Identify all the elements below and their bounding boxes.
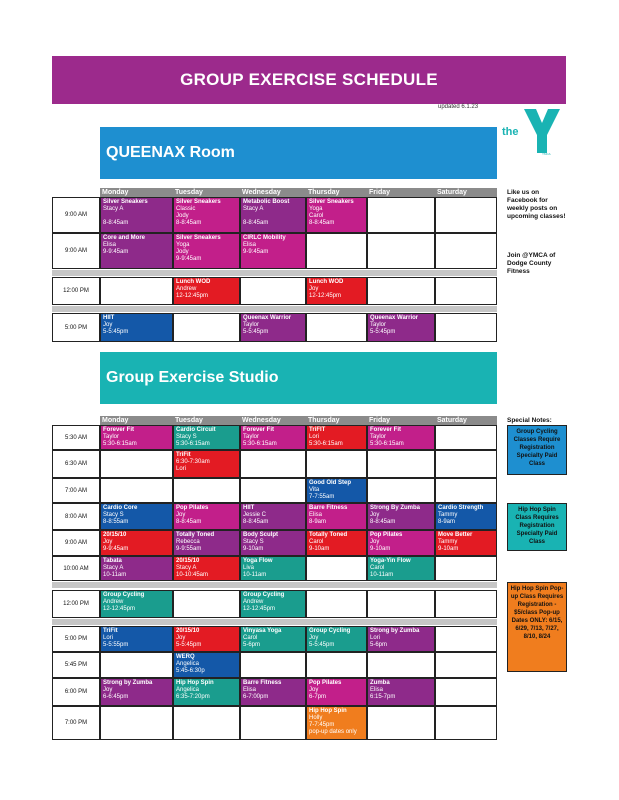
q-empty-cell — [173, 313, 240, 342]
class-block: Hip Hop Spin Holly 7-7:45pm pop-up dates only — [306, 706, 367, 740]
s-empty-cell — [435, 590, 497, 618]
row-separator — [52, 306, 497, 312]
class-block: Queenax Warrior Taylor 5-5:45pm — [240, 313, 306, 342]
s-time-row: 7:00 PM — [52, 706, 100, 740]
class-block: Barre Fitness Elisa 6-7:00pm — [240, 678, 306, 706]
row-separator — [52, 619, 497, 625]
s-empty-cell — [435, 450, 497, 478]
s-day-wed: Wednesday — [240, 416, 306, 425]
s-empty-cell — [435, 425, 497, 450]
studio-room-title: Group Exercise Studio — [100, 352, 497, 404]
class-block: Pop Pilates Joy 9-10am — [367, 530, 435, 556]
s-time-row: 5:45 PM — [52, 652, 100, 678]
s-day-tue: Tuesday — [173, 416, 240, 425]
q-empty-cell — [367, 233, 435, 269]
class-block: Tabata Stacy A 10-11am — [100, 556, 173, 581]
class-block: Strong by Zumba Lori 5-6pm — [367, 626, 435, 652]
note-hip-hop-spin: Hip Hop Spin Class Requires Registration Specialty Paid Class — [507, 503, 567, 551]
s-empty-cell — [435, 652, 497, 678]
q-time-row: 12:00 PM — [52, 277, 100, 305]
join-note: Join @YMCA of Dodge County Fitness — [507, 252, 556, 275]
class-block: 20/15/10 Joy 5-5:45pm — [173, 626, 240, 652]
q-time-row: 9:00 AM — [52, 197, 100, 233]
class-block: Good Old Step Vita 7-7:55am — [306, 478, 367, 503]
s-day-fri: Friday — [367, 416, 435, 425]
q-empty-cell — [306, 233, 367, 269]
s-empty-cell — [306, 590, 367, 618]
class-block: Forever Fit Taylor 5:30-6:15am — [100, 425, 173, 450]
class-block: Silver Sneakers Classic Jody 8-8:45am — [173, 197, 240, 233]
s-empty-cell — [306, 652, 367, 678]
s-day-thu: Thursday — [306, 416, 367, 425]
s-time-row: 5:30 AM — [52, 425, 100, 450]
q-empty-cell — [435, 313, 497, 342]
class-block: Lunch WOD Joy 12-12:45pm — [306, 277, 367, 305]
q-time-row: 5:00 PM — [52, 313, 100, 342]
class-block: Lunch WOD Andrew 12-12:45pm — [173, 277, 240, 305]
s-empty-cell — [240, 450, 306, 478]
row-separator — [52, 270, 497, 276]
class-block: Cardio Strength Tammy 8-9am — [435, 503, 497, 530]
q-empty-cell — [240, 277, 306, 305]
class-block: Group Cycling Andrew 12-12:45pm — [240, 590, 306, 618]
s-empty-cell — [100, 652, 173, 678]
class-block: Metabolic Boost Stacy A 8-8:45am — [240, 197, 306, 233]
s-time-row: 5:00 PM — [52, 626, 100, 652]
q-day-thu: Thursday — [306, 188, 367, 197]
class-block: Barre Fitness Elisa 8-9am — [306, 503, 367, 530]
facebook-note: Like us on Facebook for weekly posts on upcoming classes! — [507, 189, 566, 220]
q-day-wed: Wednesday — [240, 188, 306, 197]
q-empty-cell — [367, 197, 435, 233]
class-block: Silver Sneakers Yoga Carol 8-8:45am — [306, 197, 367, 233]
s-time-row: 8:00 AM — [52, 503, 100, 530]
class-block: Strong by Zumba Joy 6-6:45pm — [100, 678, 173, 706]
s-empty-cell — [435, 556, 497, 581]
q-time-row: 9:00 AM — [52, 233, 100, 269]
note-hip-hop-popup: Hip Hop Spin Pop-up Class Requires Registration - $5/class Pop-up Dates ONLY: 6/15, 6/29, 7/13, 7/27, 8/10, 8/24 — [507, 582, 567, 672]
updated-date: updated 6.1.23 — [438, 104, 479, 110]
q-day-tue: Tuesday — [173, 188, 240, 197]
s-empty-cell — [306, 556, 367, 581]
s-day-sat: Saturday — [435, 416, 497, 425]
q-empty-cell — [367, 277, 435, 305]
class-block: TriFIT Lori 5:30-6:15am — [306, 425, 367, 450]
class-block: HIIT Jessie C 8-8:45am — [240, 503, 306, 530]
class-block: TriFit Lori 5-5:55pm — [100, 626, 173, 652]
q-empty-cell — [435, 197, 497, 233]
s-time-row: 12:00 PM — [52, 590, 100, 618]
class-block: Pop Pilates Joy 6-7pm — [306, 678, 367, 706]
class-block: Queenax Warrior Taylor 5-5:45pm — [367, 313, 435, 342]
q-day-sat: Saturday — [435, 188, 497, 197]
class-block: Body Sculpt Stacy S 9-10am — [240, 530, 306, 556]
s-empty-cell — [367, 478, 435, 503]
s-empty-cell — [435, 706, 497, 740]
q-day-fri: Friday — [367, 188, 435, 197]
q-empty-cell — [306, 313, 367, 342]
row-separator — [52, 582, 497, 588]
s-empty-cell — [435, 626, 497, 652]
s-empty-cell — [100, 706, 173, 740]
s-empty-cell — [435, 678, 497, 706]
page-title: GROUP EXERCISE SCHEDULE — [52, 56, 566, 104]
class-block: Silver Sneakers Stacy A 8-8:45am — [100, 197, 173, 233]
class-block: 20/15/10 Stacy A 10-10:45am — [173, 556, 240, 581]
class-block: HIIT Joy 5-5:45pm — [100, 313, 173, 342]
class-block: Yoga Flow Liva 10-11am — [240, 556, 306, 581]
class-block: Vinyasa Yoga Carol 5-6pm — [240, 626, 306, 652]
s-time-row: 6:30 AM — [52, 450, 100, 478]
class-block: Yoga-Yin Flow Carol 10-11am — [367, 556, 435, 581]
q-day-mon: Monday — [100, 188, 173, 197]
class-block: TriFit 6:30-7:30am Lori — [173, 450, 240, 478]
s-empty-cell — [435, 478, 497, 503]
class-block: Strong By Zumba Joy 8-8:45am — [367, 503, 435, 530]
class-block: Core and More Elisa 9-9:45am — [100, 233, 173, 269]
class-block: Hip Hop Spin Angelica 6:35-7:20pm — [173, 678, 240, 706]
queenax-room-title: QUEENAX Room — [100, 127, 497, 179]
s-empty-cell — [367, 652, 435, 678]
s-empty-cell — [367, 450, 435, 478]
class-block: CIRLC Mobility Elisa 9-9:45am — [240, 233, 306, 269]
class-block: Totally Toned Rebecca 9-9:55am — [173, 530, 240, 556]
s-time-row: 9:00 AM — [52, 530, 100, 556]
q-empty-cell — [100, 277, 173, 305]
class-block: Pop Pilates Joy 8-8:45am — [173, 503, 240, 530]
s-empty-cell — [240, 652, 306, 678]
s-empty-cell — [240, 706, 306, 740]
class-block: Forever Fit Taylor 5:30-6:15am — [367, 425, 435, 450]
s-empty-cell — [173, 478, 240, 503]
s-empty-cell — [367, 706, 435, 740]
class-block: Cardio Circuit Stacy S 5:30-6:15am — [173, 425, 240, 450]
s-empty-cell — [240, 478, 306, 503]
class-block: Group Cycling Joy 5-5:45pm — [306, 626, 367, 652]
s-empty-cell — [173, 590, 240, 618]
s-time-row: 10:00 AM — [52, 556, 100, 581]
class-block: Forever Fit Taylor 5:30-6:15am — [240, 425, 306, 450]
class-block: Cardio Core Stacy S 8-8:55am — [100, 503, 173, 530]
class-block: Totally Toned Carol 9-10am — [306, 530, 367, 556]
class-block: WERQ Angelica 5:45-6:30p — [173, 652, 240, 678]
note-group-cycling: Group Cycling Classes Require Registration Specialty Paid Class — [507, 425, 567, 475]
s-empty-cell — [100, 450, 173, 478]
special-notes-title: Special Notes: — [507, 417, 552, 424]
s-time-row: 6:00 PM — [52, 678, 100, 706]
class-block: Silver Sneakers Yoga Jody 9-9:45am — [173, 233, 240, 269]
class-block: Group Cycling Andrew 12-12:45pm — [100, 590, 173, 618]
s-empty-cell — [306, 450, 367, 478]
logo-the: the — [502, 126, 519, 138]
logo-ymca: YMCA — [542, 152, 551, 156]
class-block: Zumba Elisa 6:15-7pm — [367, 678, 435, 706]
s-empty-cell — [100, 478, 173, 503]
q-empty-cell — [435, 233, 497, 269]
s-empty-cell — [367, 590, 435, 618]
class-block: 20/15/10 Joy 9-9:45am — [100, 530, 173, 556]
s-day-mon: Monday — [100, 416, 173, 425]
ymca-logo — [500, 105, 566, 157]
s-empty-cell — [173, 706, 240, 740]
q-empty-cell — [435, 277, 497, 305]
class-block: Move Better Tammy 9-10am — [435, 530, 497, 556]
s-time-row: 7:00 AM — [52, 478, 100, 503]
